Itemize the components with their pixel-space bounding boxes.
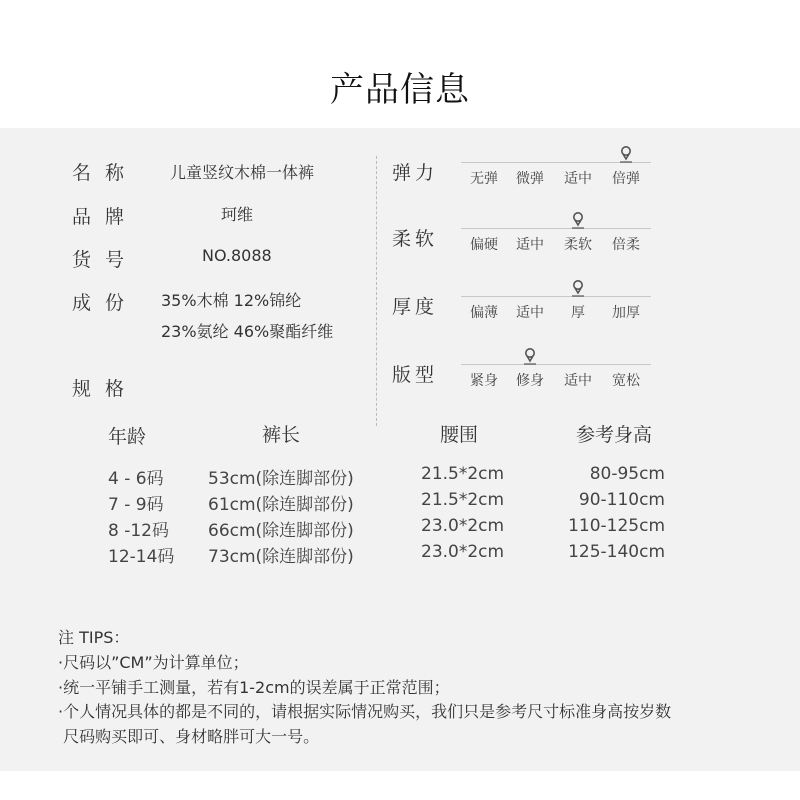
size-cell-height: 110-125cm xyxy=(568,516,665,536)
size-cell-length: 66cm(除连脚部份) xyxy=(208,521,354,541)
size-cell-height: 90-110cm xyxy=(578,490,665,510)
rating-option: 修身 xyxy=(516,373,544,389)
rating-scale-line xyxy=(461,364,651,365)
rating-label: 版型 xyxy=(392,364,439,386)
rating-option: 偏硬 xyxy=(470,237,498,253)
product-info-panel xyxy=(0,128,800,771)
rating-option: 加厚 xyxy=(612,305,640,321)
tips-line: ·个人情况具体的都是不同的，请根据实际情况购买，我们只是参考尺寸标准身高按岁数 xyxy=(58,702,672,721)
rating-scale-line xyxy=(461,296,651,297)
rating-option: 微弹 xyxy=(516,171,544,187)
size-cell-age: 7 - 9码 xyxy=(108,495,164,515)
rating-option: 倍弹 xyxy=(612,171,640,187)
size-cell-height: 80-95cm xyxy=(589,464,665,484)
page-title: 产品信息 xyxy=(330,70,470,110)
size-cell-height: 125-140cm xyxy=(568,542,665,562)
size-cell-waist: 23.0*2cm xyxy=(421,542,505,562)
rating-option: 适中 xyxy=(516,305,544,321)
rating-option: 适中 xyxy=(516,237,544,253)
vertical-divider xyxy=(376,156,377,426)
size-cell-length: 73cm(除连脚部份) xyxy=(208,547,354,567)
size-header-length: 裤长 xyxy=(262,424,301,446)
rating-label: 厚度 xyxy=(392,296,439,318)
rating-label: 柔软 xyxy=(392,228,439,250)
size-cell-age: 12-14码 xyxy=(108,547,175,567)
rating-scale-line xyxy=(461,228,651,229)
composition-label: 成 份 xyxy=(72,292,125,314)
location-pin-icon xyxy=(571,211,585,229)
size-cell-length: 61cm(除连脚部份) xyxy=(208,495,354,515)
size-header-height: 参考身高 xyxy=(576,424,653,446)
size-cell-length: 53cm(除连脚部份) xyxy=(208,469,354,489)
composition-line-1: 35%木棉 12%锦纶 xyxy=(161,291,302,310)
name-value: 儿童竖纹木棉一体裤 xyxy=(170,163,315,182)
size-header-waist: 腰围 xyxy=(440,424,479,446)
rating-label: 弹力 xyxy=(392,162,439,184)
location-pin-icon xyxy=(571,279,585,297)
brand-value: 珂维 xyxy=(221,205,254,224)
rating-option: 厚 xyxy=(571,305,585,321)
tips-line: 尺码购买即可、身材略胖可大一号。 xyxy=(58,727,320,746)
spec-label: 规 格 xyxy=(72,378,125,400)
brand-label: 品 牌 xyxy=(72,206,125,228)
composition-line-2: 23%氨纶 46%聚酯纤维 xyxy=(161,322,334,341)
size-cell-age: 8 -12码 xyxy=(108,521,169,541)
tips-title: 注 TIPS： xyxy=(58,628,130,647)
size-cell-waist: 23.0*2cm xyxy=(421,516,505,536)
item-number-label: 货 号 xyxy=(72,249,125,271)
rating-option: 偏薄 xyxy=(470,305,498,321)
rating-option: 紧身 xyxy=(470,373,498,389)
rating-option: 适中 xyxy=(564,373,592,389)
size-cell-waist: 21.5*2cm xyxy=(421,490,505,510)
size-header-age: 年龄 xyxy=(108,426,147,448)
size-cell-waist: 21.5*2cm xyxy=(421,464,505,484)
tips-line: ·统一平铺手工测量，若有1-2cm的误差属于正常范围； xyxy=(58,678,450,697)
size-cell-age: 4 - 6码 xyxy=(108,469,164,489)
rating-option: 倍柔 xyxy=(612,237,640,253)
rating-option: 宽松 xyxy=(612,373,640,389)
rating-option: 柔软 xyxy=(564,237,592,253)
rating-option: 适中 xyxy=(564,171,592,187)
tips-line: ·尺码以”CM”为计算单位； xyxy=(58,653,249,672)
name-label: 名 称 xyxy=(72,162,125,184)
item-number-value: NO.8088 xyxy=(202,246,272,265)
location-pin-icon xyxy=(619,145,633,163)
rating-option: 无弹 xyxy=(470,171,498,187)
location-pin-icon xyxy=(523,347,537,365)
